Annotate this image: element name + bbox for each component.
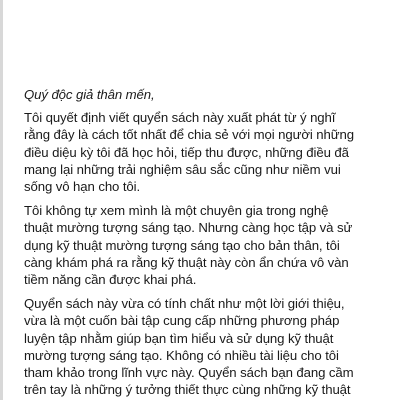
- text-line: tham khảo trong lĩnh vực này. Quyển sách bạn đang cầm: [24, 365, 354, 381]
- text-line: Tôi không tự xem mình là một chuyên gia trong nghệ: [24, 203, 329, 219]
- greeting: Quý độc giả thân mến,: [24, 87, 155, 102]
- text-line: trên tay là những ý tưởng thiết thực cùng những kỹ thuật: [24, 382, 351, 398]
- page-edge: [0, 0, 3, 400]
- text-line: Tôi quyết định viết quyển sách này xuất phát từ ý nghĩ: [24, 110, 336, 126]
- paragraph-3: [24, 295, 382, 398]
- text-line: luyện tập nhằm giúp bạn tìm hiểu và sử dụng kỹ thuật: [24, 330, 334, 346]
- text-line: sống vô hạn cho tôi.: [24, 179, 141, 195]
- text-line: điều diệu kỳ tôi đã học hỏi, tiếp thu được, những điều đã: [24, 144, 349, 160]
- text-line: rằng đây là cách tốt nhất để chia sẻ với mọi người những: [24, 127, 354, 143]
- letter-body: [24, 86, 382, 400]
- text-line: mường tượng sáng tạo. Không có nhiều tài liệu cho tôi: [24, 347, 339, 363]
- paragraph-1: [24, 109, 382, 195]
- text-line: càng khám phá ra rằng kỹ thuật này còn ẩn chứa vô vàn: [24, 254, 349, 270]
- text-line: dụng kỹ thuật mường tượng sáng tạo cho bản thân, tôi: [24, 237, 340, 253]
- paragraph-2: [24, 202, 382, 288]
- text-line: Quyển sách này vừa có tính chất như một lời giới thiệu,: [24, 296, 345, 312]
- text-line: mang lại những trải nghiệm sâu sắc cũng như niềm vui: [24, 161, 341, 177]
- text-line: vừa là một cuốn bài tập cung cấp những phương pháp: [24, 313, 340, 329]
- text-line: thuật mường tượng sáng tạo. Nhưng càng học tập và sử: [24, 220, 353, 236]
- text-line: tiềm năng cần được khai phá.: [24, 272, 197, 288]
